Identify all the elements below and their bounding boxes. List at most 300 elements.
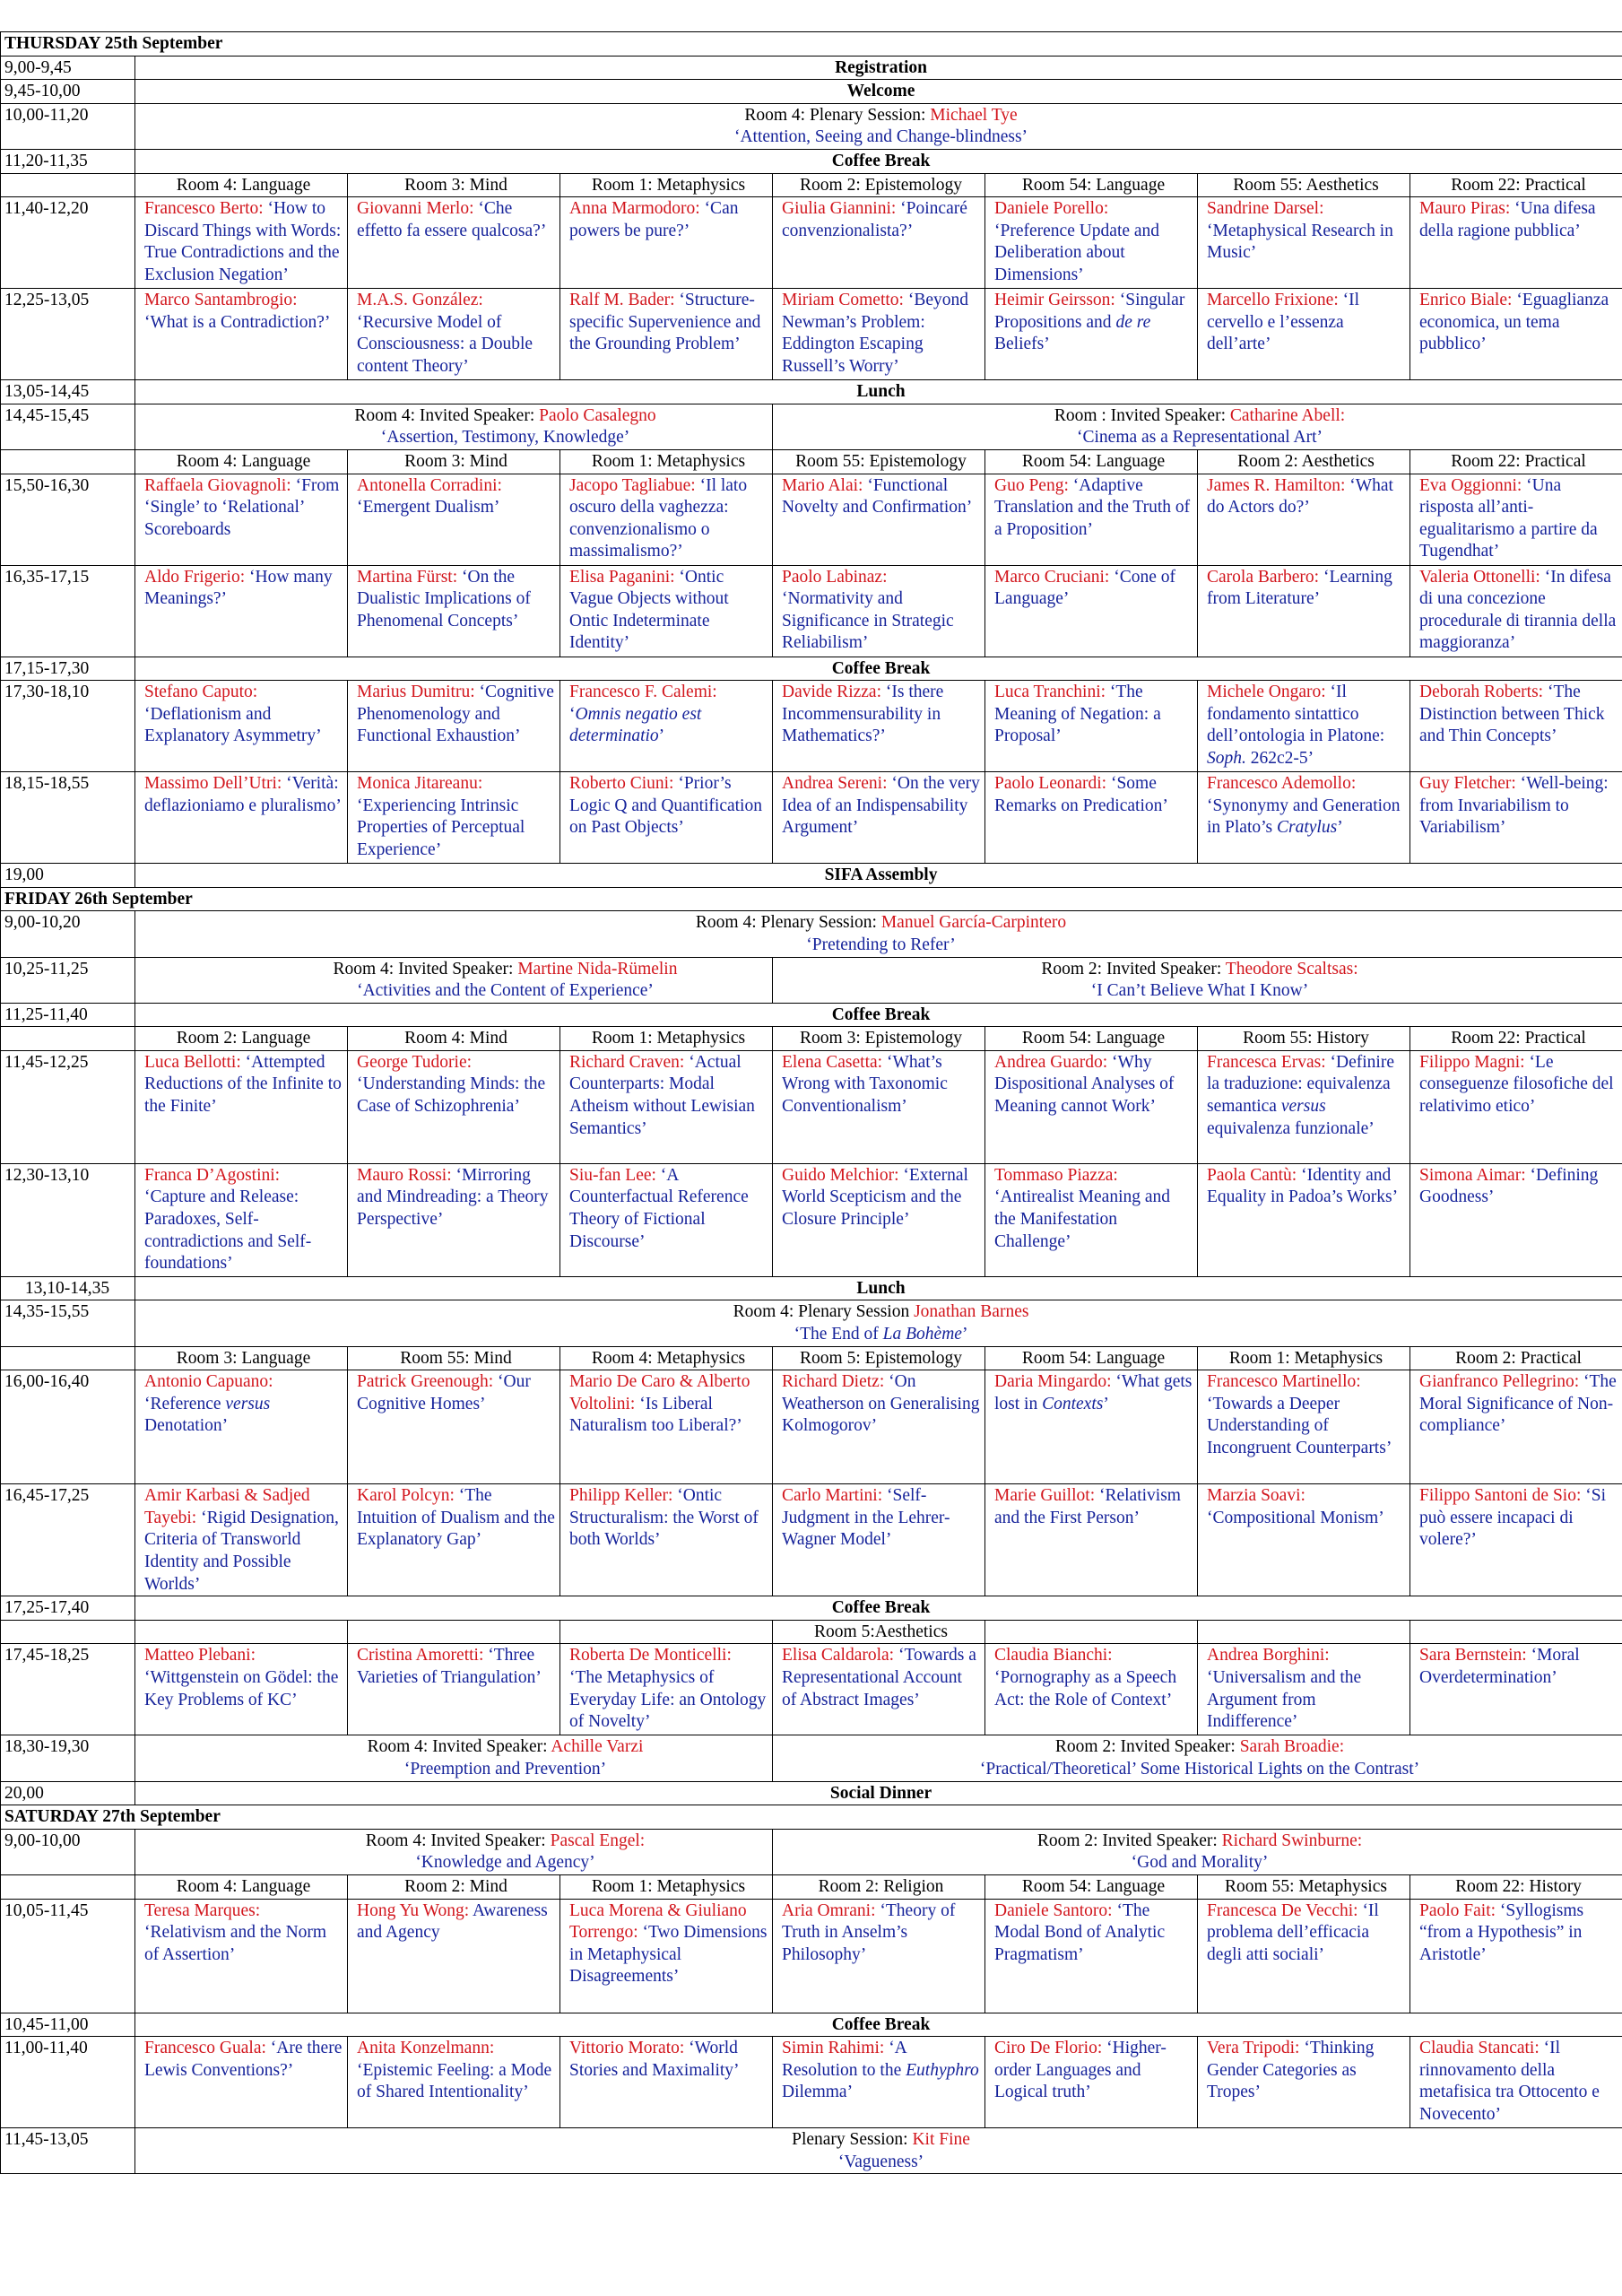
speaker-name: Raffaela Giovagnoli: — [144, 475, 296, 495]
talk-title: ‘Che effetto fa essere qualcosa?’ — [357, 199, 547, 240]
time-cell — [1, 1620, 135, 1644]
time-cell — [1, 1874, 135, 1899]
talk-title: ‘I Can’t Believe What I Know’ — [1090, 981, 1309, 1001]
time-cell: 9,00-9,45 — [1, 56, 135, 80]
talk-title: ‘Two Dimensions in Metaphysical Disagreements’ — [569, 1923, 768, 1987]
talk-cell — [1410, 1050, 1622, 1163]
speaker-name: Ciro De Florio: — [994, 2039, 1107, 2058]
break-label: Coffee Break — [135, 149, 1622, 173]
talk-title: ‘Mirroring and Mindreading: a Theory Perspective’ — [357, 1165, 549, 1230]
session-label: Room 4: Plenary Session: — [695, 913, 881, 933]
speaker-name: Ralf M. Bader: — [569, 291, 680, 310]
speaker-name: Filippo Magni: — [1419, 1052, 1530, 1072]
talk-title: ‘On Weatherson on Generalising Kolmogorov’ — [782, 1372, 980, 1436]
invited-row — [1, 404, 1622, 449]
speaker-name: M.A.S. González: — [357, 291, 483, 310]
line — [782, 980, 1618, 1003]
invited-row — [1, 957, 1622, 1003]
talk-title: ‘Attention, Seeing and Change-blindness’ — [733, 127, 1028, 147]
talk-title: ‘Why Dispositional Analyses of Meaning cannot Work’ — [994, 1052, 1175, 1117]
room-header-row — [1, 173, 1622, 197]
invited-right — [773, 957, 1622, 1003]
room-header-row — [1, 1346, 1622, 1370]
talk-title: ‘Cone of Language’ — [994, 567, 1175, 609]
speaker-name: Heimir Geirsson: — [994, 291, 1120, 310]
speaker-name: Philipp Keller: — [569, 1486, 678, 1506]
speaker-name: Daniele Porello: — [994, 199, 1109, 219]
room-header-row — [1, 1620, 1622, 1644]
talk-cell — [1198, 289, 1410, 380]
room-header — [985, 1620, 1198, 1644]
talk-cell — [348, 1484, 560, 1596]
line — [782, 1831, 1618, 1853]
speaker-name: Francesco Guala: — [144, 2039, 271, 2058]
talk-cell — [348, 1370, 560, 1484]
time-cell: 12,30-13,10 — [1, 1163, 135, 1276]
speaker-name: Marius Dumitru: — [357, 683, 480, 702]
speaker-name: Paolo Casalegno — [539, 405, 656, 425]
speaker-name: Andrea Guardo: — [994, 1052, 1113, 1072]
talk-title: ‘Relativism and the First Person’ — [994, 1486, 1181, 1527]
talk-row — [1, 474, 1622, 565]
plenary-session — [135, 2128, 1622, 2174]
speaker-name: Marcello Frixione: — [1207, 291, 1343, 310]
talk-title: equivalenza funzionale’ — [1207, 1118, 1375, 1138]
talk-title: ‘Pornography as a Speech Act: the Role of Context’ — [994, 1668, 1177, 1709]
line — [144, 105, 1618, 127]
talk-title: ‘The Meaning of Negation: a Proposal’ — [994, 683, 1161, 746]
talk-cell — [773, 772, 985, 864]
room-header: Room 2: Language — [135, 1027, 348, 1051]
speaker-name: Vera Tripodi: — [1207, 2039, 1305, 2058]
session-label: Room 2: Invited Speaker: — [1041, 959, 1226, 978]
speaker-name: Luca Tranchini: — [994, 683, 1110, 702]
session-label: Room 2: Invited Speaker: — [1037, 1831, 1222, 1850]
talk-title: ‘God and Morality’ — [1131, 1853, 1269, 1873]
speaker-name: Catharine Abell: — [1229, 405, 1346, 425]
talk-cell — [1198, 197, 1410, 289]
talk-title: ‘Il lato oscuro della vaghezza: convenzionalismo o massimalismo?’ — [569, 475, 748, 561]
talk-row — [1, 681, 1622, 772]
speaker-name: Carlo Martini: — [782, 1486, 887, 1506]
room-header: Room 2: Practical — [1410, 1346, 1622, 1370]
room-header: Room 54: Language — [985, 173, 1198, 197]
talk-title: ‘Eguaglianza economica, un tema pubblico’ — [1419, 291, 1609, 354]
speaker-name: Sandrine Darsel: — [1207, 199, 1324, 219]
plenary-row — [1, 103, 1622, 149]
talk-title: ‘How many Meanings?’ — [144, 567, 333, 609]
talk-cell — [348, 1644, 560, 1735]
day-header — [1, 32, 1622, 57]
talk-cell — [348, 681, 560, 772]
speaker-name: Carola Barbero: — [1207, 567, 1323, 587]
time-cell: 16,35-17,15 — [1, 565, 135, 657]
room-header: Room 2: Epistemology — [773, 173, 985, 197]
speaker-name: Luca Morena & Giuliano Torrengo: — [569, 1900, 747, 1943]
talk-title: Euthyphro — [906, 2060, 979, 2080]
room-header: Room 3: Language — [135, 1346, 348, 1370]
talk-title: Beliefs’ — [994, 335, 1050, 354]
time-cell: 13,10-14,35 — [1, 1276, 135, 1300]
plenary-session — [135, 103, 1622, 149]
talk-cell — [135, 565, 348, 657]
speaker-name: Antonio Capuano: — [144, 1372, 273, 1392]
talk-title: ’ — [1103, 1394, 1109, 1413]
talk-cell — [560, 1370, 773, 1484]
speaker-name: Marco Cruciani: — [994, 567, 1115, 587]
speaker-name: Massimo Dell’Utri: — [144, 774, 287, 794]
invited-left — [135, 404, 773, 449]
break-row — [1, 149, 1622, 173]
talk-row — [1, 1899, 1622, 2013]
speaker-name: Jonathan Barnes — [914, 1302, 1029, 1322]
talk-title: ‘Emergent Dualism’ — [357, 498, 500, 517]
talk-cell — [773, 681, 985, 772]
talk-row — [1, 1163, 1622, 1276]
talk-cell — [773, 474, 985, 565]
speaker-name: Achille Varzi — [551, 1737, 644, 1757]
talk-title: ‘Wittgenstein on Gödel: the Key Problems of KC’ — [144, 1668, 339, 1709]
room-header: Room 4: Language — [135, 449, 348, 474]
room-header: Room 2: Aesthetics — [1198, 449, 1410, 474]
speaker-name: Paola Cantù: — [1207, 1165, 1302, 1185]
talk-title: ’ — [961, 1325, 968, 1344]
talk-cell — [1410, 681, 1622, 772]
speaker-name: Tommaso Piazza: — [994, 1165, 1118, 1185]
talk-title: Contexts — [1042, 1394, 1104, 1413]
speaker-name: Stefano Caputo: — [144, 683, 258, 702]
time-cell: 17,25-17,40 — [1, 1596, 135, 1621]
time-cell: 12,25-13,05 — [1, 289, 135, 380]
talk-cell — [1198, 2037, 1410, 2128]
talk-title: ‘Il fondamento sintattico dell’ontologia in Platone: — [1207, 683, 1385, 746]
talk-title: Omnis negatio est determinatio — [569, 704, 702, 746]
line — [782, 959, 1618, 981]
invited-left — [135, 1735, 773, 1781]
time-cell: 18,15-18,55 — [1, 772, 135, 864]
speaker-name: Kit Fine — [912, 2130, 970, 2150]
talk-title: ‘Can powers be pure?’ — [569, 199, 739, 240]
line — [144, 2152, 1618, 2174]
speaker-name: Claudia Stancati: — [1419, 2039, 1544, 2058]
plenary-session — [135, 1300, 1622, 1346]
talk-cell — [135, 1899, 348, 2013]
talk-title: ‘Some Remarks on Predication’ — [994, 774, 1168, 815]
conference-schedule — [0, 31, 1622, 2174]
speaker-name: Andrea Sereni: — [782, 774, 892, 794]
speaker-name: Hong Yu Wong: — [357, 1900, 473, 1920]
speaker-name: Guido Melchior: — [782, 1165, 904, 1185]
line — [243, 1852, 768, 1874]
speaker-name: Mauro Piras: — [1419, 199, 1515, 219]
talk-title: ‘In difesa di una concezione procedurale di tirannia della maggioranza’ — [1419, 567, 1617, 653]
break-row — [1, 80, 1622, 104]
line — [782, 405, 1618, 428]
talk-cell — [1198, 1370, 1410, 1484]
talk-cell — [773, 289, 985, 380]
day-header — [1, 887, 1622, 911]
talk-title: Soph. — [1207, 748, 1246, 768]
line — [144, 1301, 1618, 1324]
line — [782, 1759, 1618, 1781]
room-header: Room 54: Language — [985, 1874, 1198, 1899]
talk-title: ‘Preference Update and Deliberation about Dimensions’ — [994, 221, 1160, 284]
speaker-name: Francesco Martinello: — [1207, 1372, 1361, 1392]
room-header: Room 55: Epistemology — [773, 449, 985, 474]
line — [243, 959, 768, 981]
talk-title: ‘The Metaphysics of Everyday Life: an Ontology of Novelty’ — [569, 1668, 767, 1732]
talk-title: ‘Una difesa della ragione pubblica’ — [1419, 199, 1596, 240]
speaker-name: Deborah Roberts: — [1419, 683, 1548, 702]
talk-title: ‘On the very Idea of an Indispensability Argument’ — [782, 774, 980, 838]
talk-title: ‘Cinema as a Representational Art’ — [1077, 428, 1323, 448]
talk-cell — [1410, 565, 1622, 657]
talk-cell — [773, 1484, 985, 1596]
time-cell — [1, 173, 135, 197]
talk-title: ‘From ‘Single’ to ‘Relational’ Scoreboards — [144, 475, 340, 539]
talk-title: Awareness and Agency — [357, 1900, 548, 1943]
speaker-name: Daria Mingardo: — [994, 1372, 1116, 1392]
line — [243, 1831, 768, 1853]
break-label: Lunch — [135, 380, 1622, 404]
talk-title: ‘Moral Overdetermination’ — [1419, 1646, 1580, 1687]
room-header: Room 55: Metaphysics — [1198, 1874, 1410, 1899]
speaker-name: Franca D’Agostini: — [144, 1165, 281, 1185]
talk-row — [1, 289, 1622, 380]
talk-title: ‘Towards a Representational Account of Abstract Images’ — [782, 1646, 976, 1709]
line — [144, 2129, 1618, 2152]
talk-cell — [985, 1050, 1198, 1163]
talk-cell — [985, 197, 1198, 289]
talk-title: ‘What’s Wrong with Taxonomic Conventionalism’ — [782, 1052, 948, 1117]
talk-title: ‘Una risposta all’anti-egualitarismo a partire da Tugendhat’ — [1419, 475, 1598, 561]
break-label: Welcome — [135, 80, 1622, 104]
time-cell: 16,00-16,40 — [1, 1370, 135, 1484]
room-header: Room 1: Metaphysics — [560, 449, 773, 474]
talk-cell — [985, 1899, 1198, 2013]
time-cell: 10,00-11,20 — [1, 103, 135, 149]
line — [243, 1736, 768, 1759]
talk-cell — [1410, 2037, 1622, 2128]
speaker-name: Aria Omrani: — [782, 1900, 880, 1920]
talk-cell — [985, 772, 1198, 864]
talk-title: ‘Identity and Equality in Padoa’s Works’ — [1207, 1165, 1399, 1207]
talk-cell — [560, 289, 773, 380]
session-label: Room 4: Plenary Session — [733, 1302, 915, 1322]
speaker-name: Gianfranco Pellegrino: — [1419, 1372, 1584, 1392]
talk-cell — [1410, 474, 1622, 565]
talk-cell — [348, 289, 560, 380]
room-header: Room 4: Language — [135, 173, 348, 197]
time-cell — [1, 449, 135, 474]
talk-title: ‘Attempted Reductions of the Infinite to the Finite’ — [144, 1052, 342, 1117]
break-label: Registration — [135, 56, 1622, 80]
speaker-name: Andrea Borghini: — [1207, 1646, 1330, 1665]
line — [144, 126, 1618, 149]
room-header — [1410, 1620, 1622, 1644]
talk-title: ‘Assertion, Testimony, Knowledge’ — [380, 428, 630, 448]
speaker-name: Giulia Giannini: — [782, 199, 901, 219]
break-row — [1, 1596, 1622, 1621]
speaker-name: Anita Konzelmann: — [357, 2039, 495, 2058]
speaker-name: Paolo Labinaz: — [782, 567, 888, 587]
break-row — [1, 56, 1622, 80]
speaker-name: Richard Swinburne: — [1221, 1831, 1363, 1850]
break-label: Lunch — [135, 1276, 1622, 1300]
talk-cell — [1410, 1484, 1622, 1596]
speaker-name: Francesco Ademollo: — [1207, 774, 1357, 794]
talk-title: ‘Prior’s Logic Q and Quantification on Past Objects’ — [569, 774, 762, 838]
talk-cell — [1198, 772, 1410, 864]
room-header: Room 1: Metaphysics — [1198, 1346, 1410, 1370]
speaker-name: Enrico Biale: — [1419, 291, 1517, 310]
speaker-name: Anna Marmodoro: — [569, 199, 705, 219]
talk-cell — [985, 1484, 1198, 1596]
talk-cell — [135, 1644, 348, 1735]
time-cell: 15,50-16,30 — [1, 474, 135, 565]
room-header: Room 4: Metaphysics — [560, 1346, 773, 1370]
room-header: Room 1: Metaphysics — [560, 173, 773, 197]
time-cell: 17,45-18,25 — [1, 1644, 135, 1735]
talk-title: ‘Ontic Vague Objects without Ontic Indeterminate Identity’ — [569, 567, 729, 653]
room-header: Room 5:Aesthetics — [773, 1620, 985, 1644]
talk-title: ‘Verità: deflazioniamo e pluralismo’ — [144, 774, 342, 815]
talk-title: ‘Compositional Monism’ — [1207, 1508, 1384, 1527]
time-cell: 16,45-17,25 — [1, 1484, 135, 1596]
talk-title: ‘Definire la traduzione: equivalenza semantica — [1207, 1052, 1394, 1117]
room-header: Room 3: Mind — [348, 173, 560, 197]
talk-title: versus — [1280, 1097, 1326, 1117]
line — [243, 405, 768, 428]
talk-cell — [135, 681, 348, 772]
talk-cell — [1198, 474, 1410, 565]
talk-title: ‘Singular Propositions and — [994, 291, 1185, 332]
day-header — [1, 1805, 1622, 1830]
talk-title: ‘Adaptive Translation and the Truth of a Proposition’ — [994, 475, 1191, 539]
time-cell: 11,25-11,40 — [1, 1003, 135, 1027]
talk-title: ‘Il rinnovamento della metafisica tra Ottocento e Novecento’ — [1419, 2039, 1600, 2124]
talk-cell — [773, 565, 985, 657]
room-header: Room 54: Language — [985, 1346, 1198, 1370]
talk-title: Dilemma’ — [782, 2083, 854, 2102]
break-label: Coffee Break — [135, 2013, 1622, 2037]
speaker-name: Jacopo Tagliabue: — [569, 475, 700, 495]
speaker-name: Elisa Paganini: — [569, 567, 680, 587]
talk-title: ‘On the Dualistic Implications of Phenomenal Concepts’ — [357, 567, 531, 631]
talk-title: ‘Thinking Gender Categories as Tropes’ — [1207, 2039, 1375, 2102]
room-header — [560, 1620, 773, 1644]
line — [144, 912, 1618, 935]
speaker-name: Guo Peng: — [994, 475, 1073, 495]
talk-title: ‘Synonymy and Generation in Plato’s — [1207, 796, 1401, 838]
talk-title: ‘Reference — [144, 1394, 226, 1413]
talk-cell — [135, 289, 348, 380]
speaker-name: Antonella Corradini: — [357, 475, 502, 495]
speaker-name: James R. Hamilton: — [1207, 475, 1350, 495]
speaker-name: Simin Rahimi: — [782, 2039, 889, 2058]
speaker-name: Martina Fürst: — [357, 567, 462, 587]
talk-title: ‘How to Discard Things with Words: True Contradictions and the Exclusion Negation’ — [144, 199, 342, 284]
talk-cell — [773, 1370, 985, 1484]
talk-title: ‘Relativism and the Norm of Assertion’ — [144, 1923, 327, 1964]
talk-title: ‘Il cervello e l’essenza dell’arte’ — [1207, 291, 1360, 354]
line — [782, 427, 1618, 449]
talk-title: ‘Higher-order Languages and Logical truth’ — [994, 2039, 1167, 2102]
session-label: Plenary Session: — [792, 2130, 913, 2150]
talk-title: ‘The Modal Bond of Analytic Pragmatism’ — [994, 1900, 1166, 1964]
speaker-name: Elena Casetta: — [782, 1052, 887, 1072]
talk-title: ‘Understanding Minds: the Case of Schizophrenia’ — [357, 1074, 546, 1117]
plenary-row — [1, 2128, 1622, 2174]
speaker-name: Teresa Marques: — [144, 1900, 261, 1920]
speaker-name: Sara Bernstein: — [1419, 1646, 1531, 1665]
room-header: Room 1: Metaphysics — [560, 1874, 773, 1899]
talk-row — [1, 1050, 1622, 1163]
time-cell: 11,00-11,40 — [1, 2037, 135, 2128]
room-header-row — [1, 1874, 1622, 1899]
talk-cell — [1198, 1050, 1410, 1163]
talk-title: ‘Antirealist Meaning and the Manifestation Challenge’ — [994, 1187, 1171, 1251]
speaker-name: Miriam Cometto: — [782, 291, 908, 310]
talk-cell — [773, 1163, 985, 1276]
room-header: Room 3: Mind — [348, 449, 560, 474]
talk-cell — [1198, 1644, 1410, 1735]
time-cell: 9,45-10,00 — [1, 80, 135, 104]
speaker-name: Filippo Santoni de Sio: — [1419, 1486, 1586, 1506]
talk-title: ‘Are there Lewis Conventions?’ — [144, 2039, 343, 2080]
talk-row — [1, 1484, 1622, 1596]
line — [243, 980, 768, 1003]
time-cell: 11,45-12,25 — [1, 1050, 135, 1163]
break-row — [1, 1003, 1622, 1027]
session-label: Room 2: Invited Speaker: — [1054, 1737, 1240, 1757]
talk-cell — [560, 565, 773, 657]
speaker-name: Theodore Scaltsas: — [1225, 959, 1358, 978]
talk-title: ‘The Intuition of Dualism and the Explanatory Gap’ — [357, 1486, 555, 1550]
speaker-name: Roberta De Monticelli: — [569, 1646, 732, 1665]
talk-title: La Bohème — [882, 1325, 962, 1344]
invited-right — [773, 404, 1622, 449]
plenary-row — [1, 911, 1622, 957]
speaker-name: Pascal Engel: — [550, 1831, 646, 1850]
time-cell: 9,00-10,20 — [1, 911, 135, 957]
break-label: Coffee Break — [135, 1596, 1622, 1621]
day-title: FRIDAY 26th September — [1, 887, 1622, 911]
talk-title: ‘Beyond Newman’s Problem: Eddington Escaping Russell’s Worry’ — [782, 291, 968, 376]
talk-title: ‘Actual Counterparts: Modal Atheism without Lewisian Semantics’ — [569, 1052, 755, 1138]
talk-cell — [985, 474, 1198, 565]
time-cell: 14,35-15,55 — [1, 1300, 135, 1346]
talk-title: ‘What do Actors do?’ — [1207, 475, 1393, 517]
break-label: SIFA Assembly — [135, 864, 1622, 888]
talk-cell — [985, 565, 1198, 657]
talk-cell — [985, 1644, 1198, 1735]
speaker-name: Cristina Amoretti: — [357, 1646, 489, 1665]
speaker-name: Elisa Caldarola: — [782, 1646, 898, 1665]
room-header: Room 55: History — [1198, 1027, 1410, 1051]
talk-title: ‘Rigid Designation, Criteria of Transworld Identity and Possible Worlds’ — [144, 1508, 339, 1594]
talk-title: ‘What is a Contradiction?’ — [144, 312, 331, 332]
time-cell — [1, 1027, 135, 1051]
talk-title: ‘Metaphysical Research in Music’ — [1207, 221, 1393, 263]
speaker-name: Siu-fan Lee: — [569, 1165, 661, 1185]
speaker-name: Matteo Plebani: — [144, 1646, 256, 1665]
invited-row — [1, 1829, 1622, 1874]
break-row — [1, 657, 1622, 681]
line — [782, 1736, 1618, 1759]
talk-cell — [135, 1484, 348, 1596]
speaker-name: Giovanni Merlo: — [357, 199, 479, 219]
